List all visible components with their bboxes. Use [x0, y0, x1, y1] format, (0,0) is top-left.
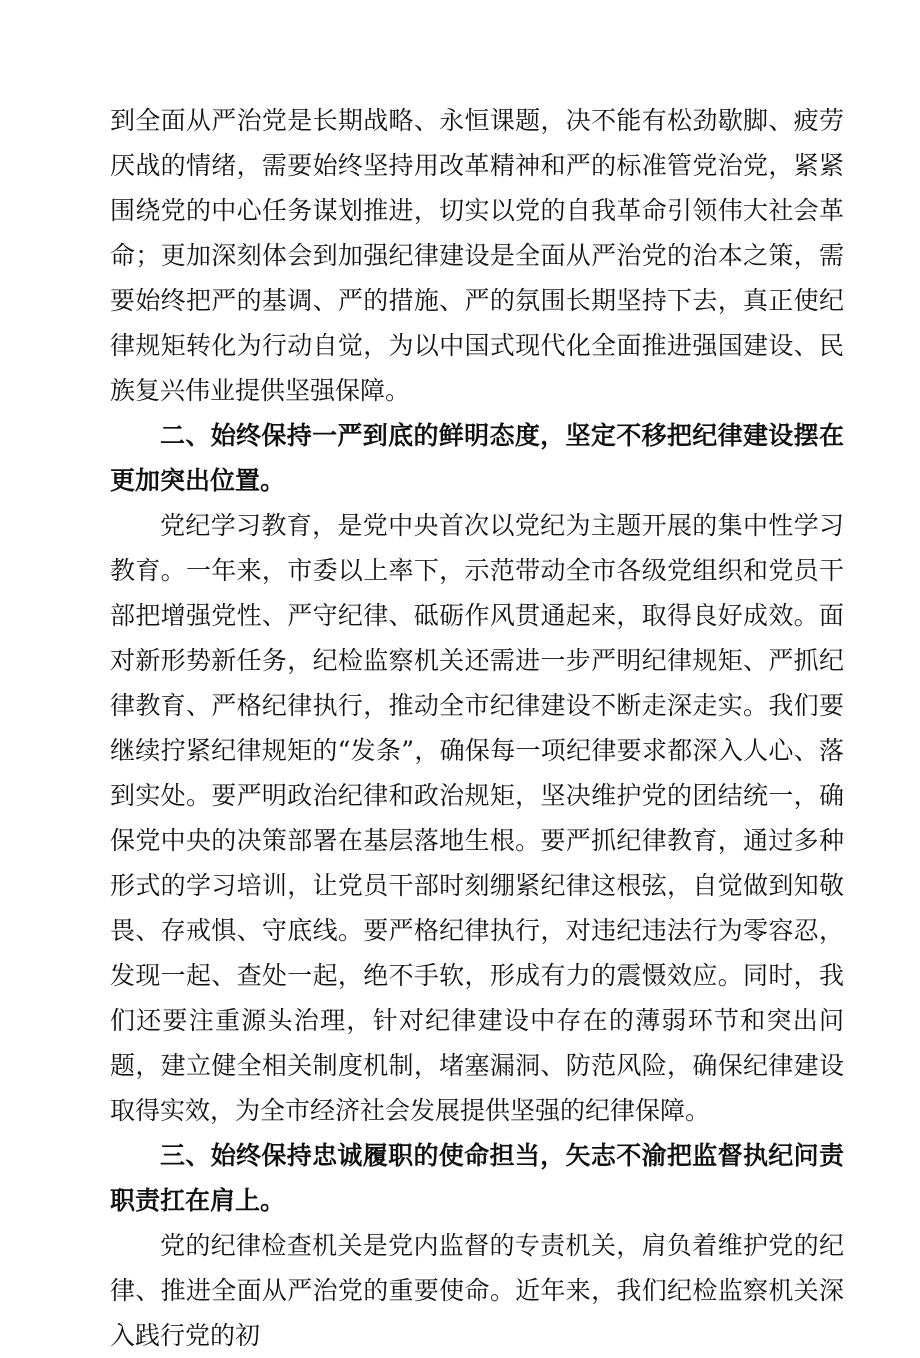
section-heading-three: 三、始终保持忠诚履职的使命担当，矢志不渝把监督执纪问责职责扛在肩上。: [110, 1141, 844, 1215]
document-body: [110, 98, 844, 1358]
section-heading-two: 二、始终保持一严到底的鲜明态度，坚定不移把纪律建设摆在更加突出位置。: [110, 421, 844, 495]
paragraph-intro-continuation: 到全面从严治党是长期战略、永恒课题，决不能有松劲歇脚、疲劳厌战的情绪，需要始终坚持用改革精神和严的标准管党治党，紧紧围绕党的中心任务谋划推进，切实以党的自我革命引领伟大社会革命；更加深刻体会到加强纪律建设是全面从严治党的治本之策，需要始终把严的基调、严的措施、严的氛围长期坚持下去，真正使纪律规矩转化为行动自觉，为以中国式现代化全面推进强国建设、民族复兴伟业提供坚强保障。: [110, 106, 844, 405]
paragraph-supervision-duty: 党的纪律检查机关是党内监督的专责机关，肩负着维护党的纪律、推进全面从严治党的重要使命。近年来，我们纪检监察机关深入践行党的初: [110, 1231, 844, 1350]
paragraph-discipline-education: 党纪学习教育，是党中央首次以党纪为主题开展的集中性学习教育。一年来，市委以上率下，示范带动全市各级党组织和党员干部把增强党性、严守纪律、砥砺作风贯通起来，取得良好成效。面对新形势新任务，纪检监察机关还需进一步严明纪律规矩、严抓纪律教育、严格纪律执行，推动全市纪律建设不断走深走实。我们要继续拧紧纪律规矩的“发条”，确保每一项纪律要求都深入人心、落到实处。要严明政治纪律和政治规矩，坚决维护党的团结统一，确保党中央的决策部署在基层落地生根。要严抓纪律教育，通过多种形式的学习培训，让党员干部时刻绷紧纪律这根弦，自觉做到知敬畏、存戒惧、守底线。要严格纪律执行，对违纪违法行为零容忍，发现一起、查处一起，绝不手软，形成有力的震慑效应。同时，我们还要注重源头治理，针对纪律建设中存在的薄弱环节和突出问题，建立健全相关制度机制，堵塞漏洞、防范风险，确保纪律建设取得实效，为全市经济社会发展提供坚强的纪律保障。: [110, 511, 844, 1125]
